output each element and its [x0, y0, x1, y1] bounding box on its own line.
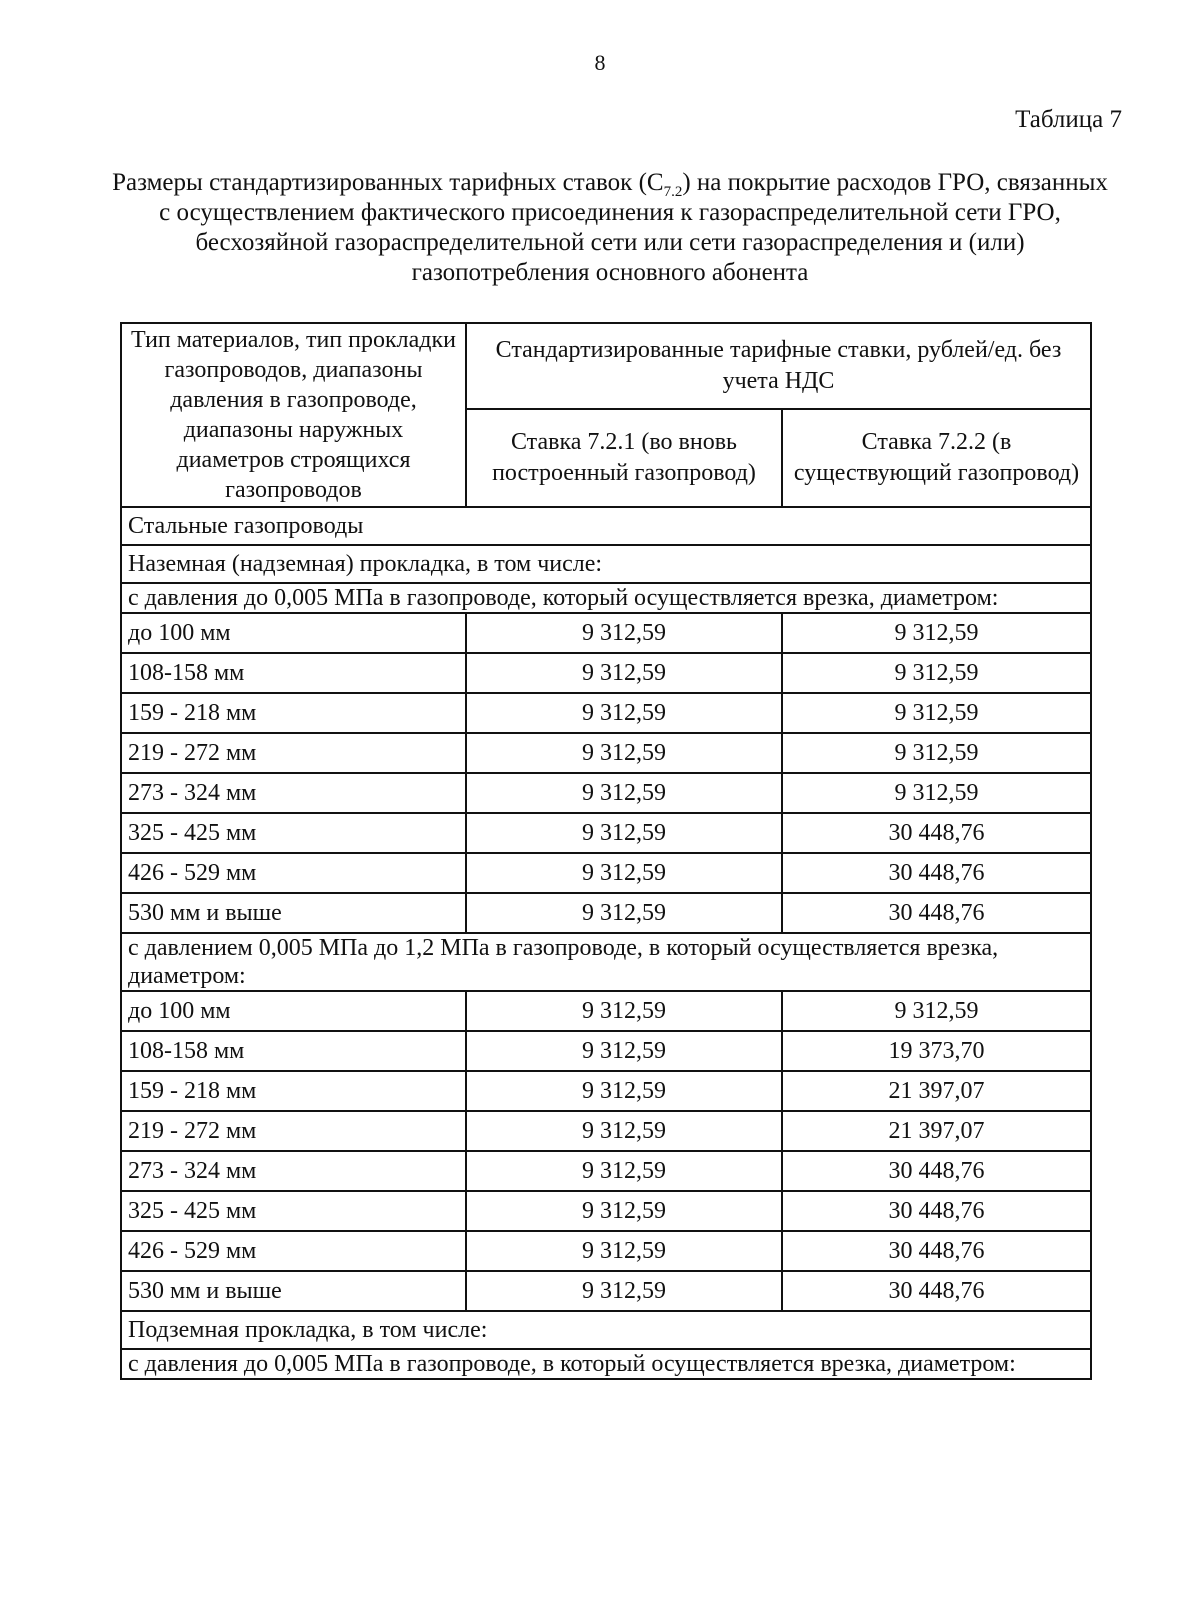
- rate-7-2-1-cell: 9 312,59: [466, 1271, 782, 1311]
- rate-7-2-2-cell: 30 448,76: [782, 1231, 1091, 1271]
- table-row: [121, 1191, 1091, 1231]
- section-pressure-mid-above: с давлением 0,005 МПа до 1,2 МПа в газопроводе, в который осуществляется врезка, диаметром:: [121, 933, 1091, 991]
- rate-7-2-1-cell: 9 312,59: [466, 1031, 782, 1071]
- table-row: [121, 991, 1091, 1031]
- rate-7-2-2-cell: 30 448,76: [782, 1191, 1091, 1231]
- diameter-cell: 159 - 218 мм: [121, 1071, 466, 1111]
- rate-7-2-2-cell: 9 312,59: [782, 613, 1091, 653]
- table-row: [121, 773, 1091, 813]
- rate-7-2-1-cell: 9 312,59: [466, 613, 782, 653]
- table-title: [110, 168, 1110, 288]
- section-row: [121, 1349, 1091, 1379]
- rate-7-2-1-cell: 9 312,59: [466, 733, 782, 773]
- rate-7-2-1-cell: 9 312,59: [466, 693, 782, 733]
- group-b-rows: [121, 991, 1091, 1311]
- table-row: [121, 813, 1091, 853]
- table-row: [121, 1151, 1091, 1191]
- diameter-cell: до 100 мм: [121, 991, 466, 1031]
- rate-7-2-2-cell: 19 373,70: [782, 1031, 1091, 1071]
- diameter-cell: 426 - 529 мм: [121, 853, 466, 893]
- rate-7-2-2-cell: 21 397,07: [782, 1071, 1091, 1111]
- table-row: [121, 653, 1091, 693]
- rate-7-2-2-cell: 9 312,59: [782, 991, 1091, 1031]
- diameter-cell: 108-158 мм: [121, 653, 466, 693]
- table-label: Таблица 7: [1015, 106, 1122, 133]
- rate-7-2-2-cell: 30 448,76: [782, 853, 1091, 893]
- table-row: [121, 613, 1091, 653]
- diameter-cell: 325 - 425 мм: [121, 813, 466, 853]
- table-row: [121, 693, 1091, 733]
- diameter-cell: 530 мм и выше: [121, 893, 466, 933]
- header-material-type: Тип материалов, тип прокладки газопроводов, диапазоны давления в газопроводе, диапазоны наружных диаметров строящихся газопроводов: [121, 323, 466, 507]
- diameter-cell: 273 - 324 мм: [121, 1151, 466, 1191]
- section-above-ground: Наземная (надземная) прокладка, в том числе:: [121, 545, 1091, 583]
- table-row: [121, 733, 1091, 773]
- table-row: [121, 1111, 1091, 1151]
- section-row: [121, 933, 1091, 991]
- table-row: [121, 1231, 1091, 1271]
- header-rates-group: Стандартизированные тарифные ставки, рублей/ед. без учета НДС: [466, 323, 1091, 409]
- table-row: [121, 1271, 1091, 1311]
- rate-7-2-2-cell: 9 312,59: [782, 653, 1091, 693]
- table-row: [121, 1071, 1091, 1111]
- diameter-cell: 530 мм и выше: [121, 1271, 466, 1311]
- section-row: [121, 507, 1091, 545]
- section-steel: Стальные газопроводы: [121, 507, 1091, 545]
- rate-7-2-2-cell: 21 397,07: [782, 1111, 1091, 1151]
- rate-7-2-1-cell: 9 312,59: [466, 1231, 782, 1271]
- tariff-rates-table: [120, 322, 1092, 1380]
- header-rate-7-2-2: Ставка 7.2.2 (в существующий газопровод): [782, 409, 1091, 507]
- table-row: [121, 893, 1091, 933]
- rate-7-2-2-cell: 9 312,59: [782, 733, 1091, 773]
- rate-7-2-1-cell: 9 312,59: [466, 1151, 782, 1191]
- title-text-before: Размеры стандартизированных тарифных ставок (С: [112, 169, 664, 196]
- diameter-cell: до 100 мм: [121, 613, 466, 653]
- page-number: 8: [594, 50, 606, 75]
- diameter-cell: 219 - 272 мм: [121, 1111, 466, 1151]
- diameter-cell: 159 - 218 мм: [121, 693, 466, 733]
- diameter-cell: 426 - 529 мм: [121, 1231, 466, 1271]
- title-subscript: 7.2: [663, 184, 683, 200]
- rate-7-2-2-cell: 9 312,59: [782, 773, 1091, 813]
- rate-7-2-2-cell: 30 448,76: [782, 813, 1091, 853]
- rate-7-2-2-cell: 30 448,76: [782, 1271, 1091, 1311]
- rate-7-2-1-cell: 9 312,59: [466, 773, 782, 813]
- rate-7-2-2-cell: 9 312,59: [782, 693, 1091, 733]
- rate-7-2-1-cell: 9 312,59: [466, 893, 782, 933]
- diameter-cell: 108-158 мм: [121, 1031, 466, 1071]
- rate-7-2-1-cell: 9 312,59: [466, 1191, 782, 1231]
- section-pressure-low-under: с давления до 0,005 МПа в газопроводе, в который осуществляется врезка, диаметром:: [121, 1349, 1091, 1379]
- header-rate-7-2-1: Ставка 7.2.1 (во вновь построенный газопровод): [466, 409, 782, 507]
- section-row: [121, 545, 1091, 583]
- diameter-cell: 273 - 324 мм: [121, 773, 466, 813]
- table-row: [121, 853, 1091, 893]
- title-text-after: ) на покрытие расходов ГРО, связанных с осуществлением фактического присоединения к газораспределительной сети ГРО, бесхозяйной газораспределительной сети или сети газораспределения и (или) газопотребления основного абонента: [159, 169, 1108, 286]
- group-a-rows: [121, 613, 1091, 933]
- rate-7-2-2-cell: 30 448,76: [782, 893, 1091, 933]
- rate-7-2-1-cell: 9 312,59: [466, 853, 782, 893]
- rate-7-2-1-cell: 9 312,59: [466, 1111, 782, 1151]
- rate-7-2-1-cell: 9 312,59: [466, 813, 782, 853]
- diameter-cell: 219 - 272 мм: [121, 733, 466, 773]
- diameter-cell: 325 - 425 мм: [121, 1191, 466, 1231]
- rate-7-2-1-cell: 9 312,59: [466, 991, 782, 1031]
- section-row: [121, 583, 1091, 613]
- table-row: [121, 1031, 1091, 1071]
- section-row: [121, 1311, 1091, 1349]
- rate-7-2-2-cell: 30 448,76: [782, 1151, 1091, 1191]
- rate-7-2-1-cell: 9 312,59: [466, 653, 782, 693]
- section-pressure-low-above: с давления до 0,005 МПа в газопроводе, который осуществляется врезка, диаметром:: [121, 583, 1091, 613]
- section-underground: Подземная прокладка, в том числе:: [121, 1311, 1091, 1349]
- rate-7-2-1-cell: 9 312,59: [466, 1071, 782, 1111]
